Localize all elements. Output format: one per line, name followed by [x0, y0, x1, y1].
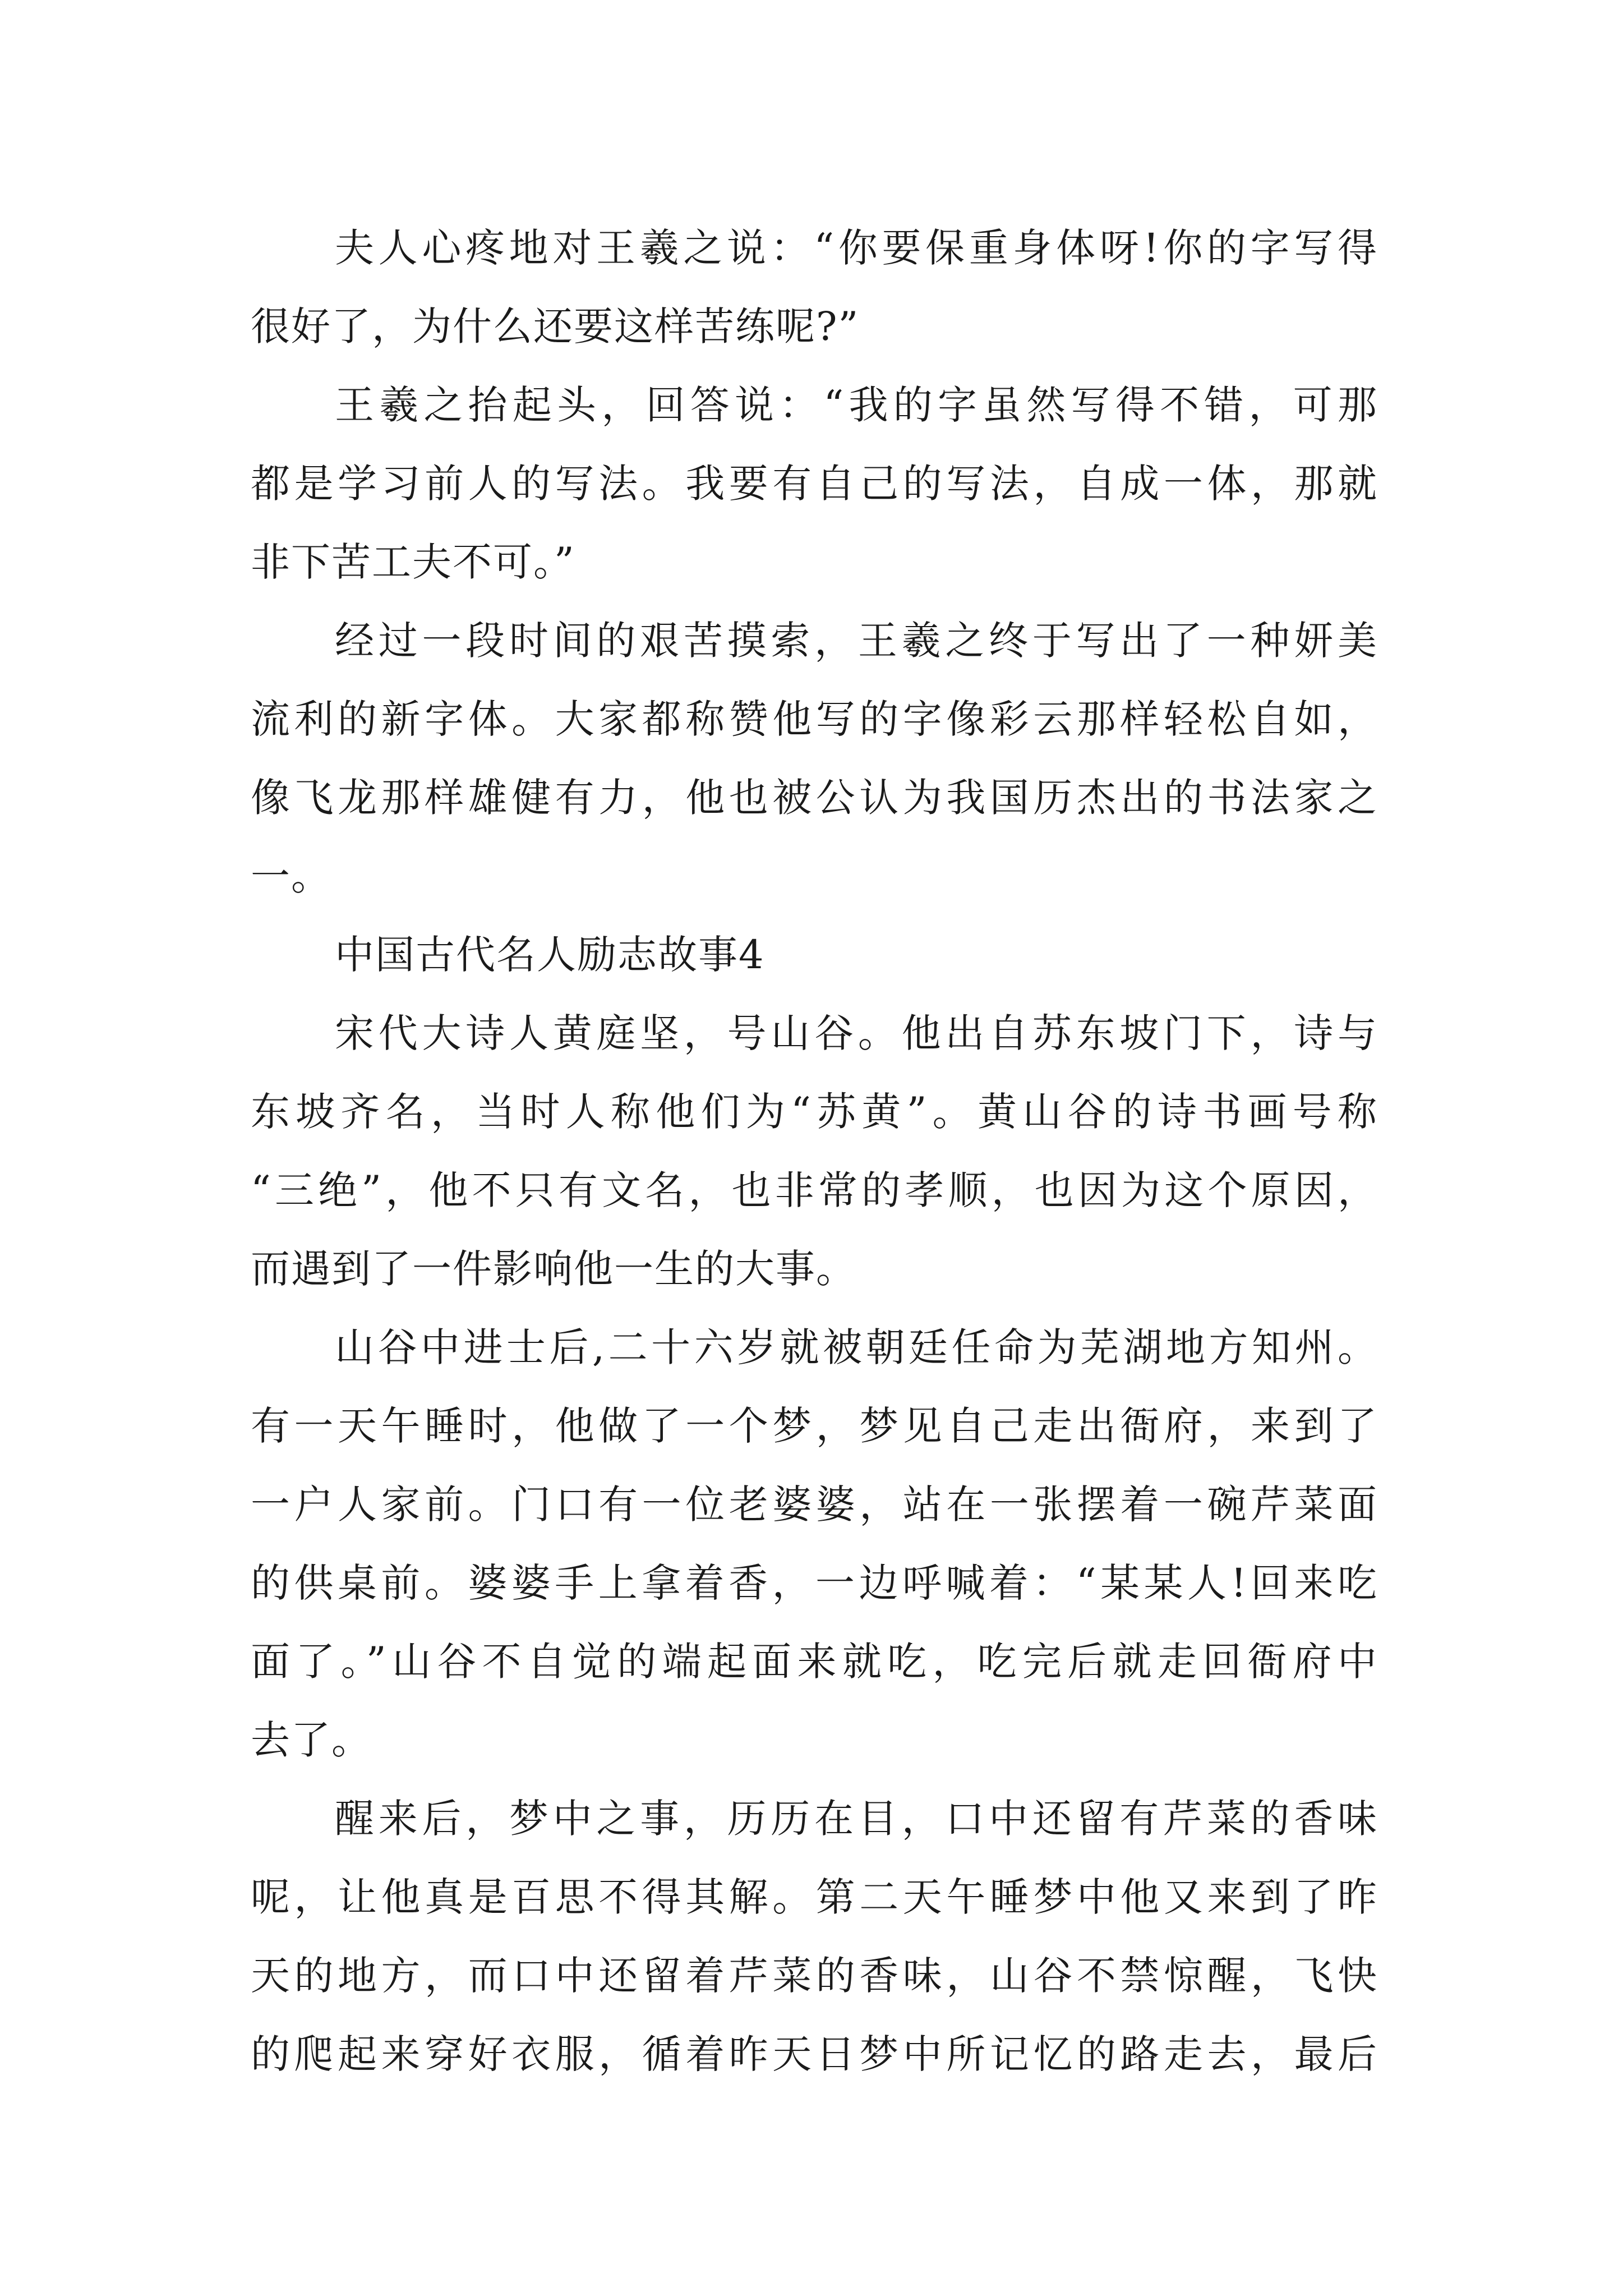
- text-line: “三绝”，他不只有文名，也非常的孝顺，也因为这个原因，: [251, 1167, 1378, 1213]
- paragraph: [251, 994, 1378, 1308]
- text-line: 呢，让他真是百思不得其解。第二天午睡梦中他又来到了昨: [251, 1874, 1378, 1920]
- text-line: 醒来后，梦中之事，历历在目，口中还留有芹菜的香味: [335, 1796, 1378, 1842]
- text-line: 山谷中进士后,二十六岁就被朝廷任命为芜湖地方知州。: [335, 1324, 1378, 1370]
- text-line: 夫人心疼地对王羲之说：“你要保重身体呀!你的字写得: [335, 225, 1378, 271]
- text-line: 经过一段时间的艰苦摸索，王羲之终于写出了一种妍美: [335, 618, 1378, 664]
- text-line: 一户人家前。门口有一位老婆婆，站在一张摆着一碗芹菜面: [251, 1481, 1378, 1527]
- text-line: 流利的新字体。大家都称赞他写的字像彩云那样轻松自如，: [251, 696, 1378, 742]
- text-line: 的爬起来穿好衣服，循着昨天日梦中所记忆的路走去，最后: [251, 2031, 1378, 2077]
- text-line: 像飞龙那样雄健有力，他也被公认为我国历杰出的书法家之: [251, 775, 1378, 821]
- paragraph: [251, 366, 1378, 601]
- text-line: 王羲之抬起头，回答说：“我的字虽然写得不错，可那: [335, 382, 1378, 428]
- text-line: 都是学习前人的写法。我要有自己的写法，自成一体，那就: [251, 461, 1378, 507]
- document-body: [251, 209, 1378, 2093]
- paragraph: [251, 1779, 1378, 2093]
- text-line: 宋代大诗人黄庭坚，号山谷。他出自苏东坡门下，诗与: [335, 1010, 1378, 1056]
- paragraph: [251, 601, 1378, 915]
- paragraph: [251, 1308, 1378, 1779]
- paragraph: [251, 209, 1378, 366]
- section-heading: [251, 915, 1378, 994]
- section-title: 中国古代名人励志故事4: [335, 932, 765, 978]
- text-line: 非下苦工夫不可。”: [251, 539, 575, 585]
- text-line: 去了。: [251, 1717, 372, 1763]
- text-line: 东坡齐名，当时人称他们为“苏黄”。黄山谷的诗书画号称: [251, 1089, 1378, 1135]
- text-line: 很好了，为什么还要这样苦练呢?”: [251, 303, 860, 349]
- text-line: 的供桌前。婆婆手上拿着香，一边呼喊着：“某某人!回来吃: [251, 1560, 1378, 1606]
- text-line: 而遇到了一件影响他一生的大事。: [251, 1246, 856, 1292]
- text-line: 有一天午睡时，他做了一个梦，梦见自己走出衙府，来到了: [251, 1403, 1378, 1449]
- text-line: 天的地方，而口中还留着芹菜的香味，山谷不禁惊醒，飞快: [251, 1953, 1378, 1999]
- text-line: 面了。”山谷不自觉的端起面来就吃，吃完后就走回衙府中: [251, 1639, 1378, 1685]
- text-line: 一。: [251, 853, 331, 899]
